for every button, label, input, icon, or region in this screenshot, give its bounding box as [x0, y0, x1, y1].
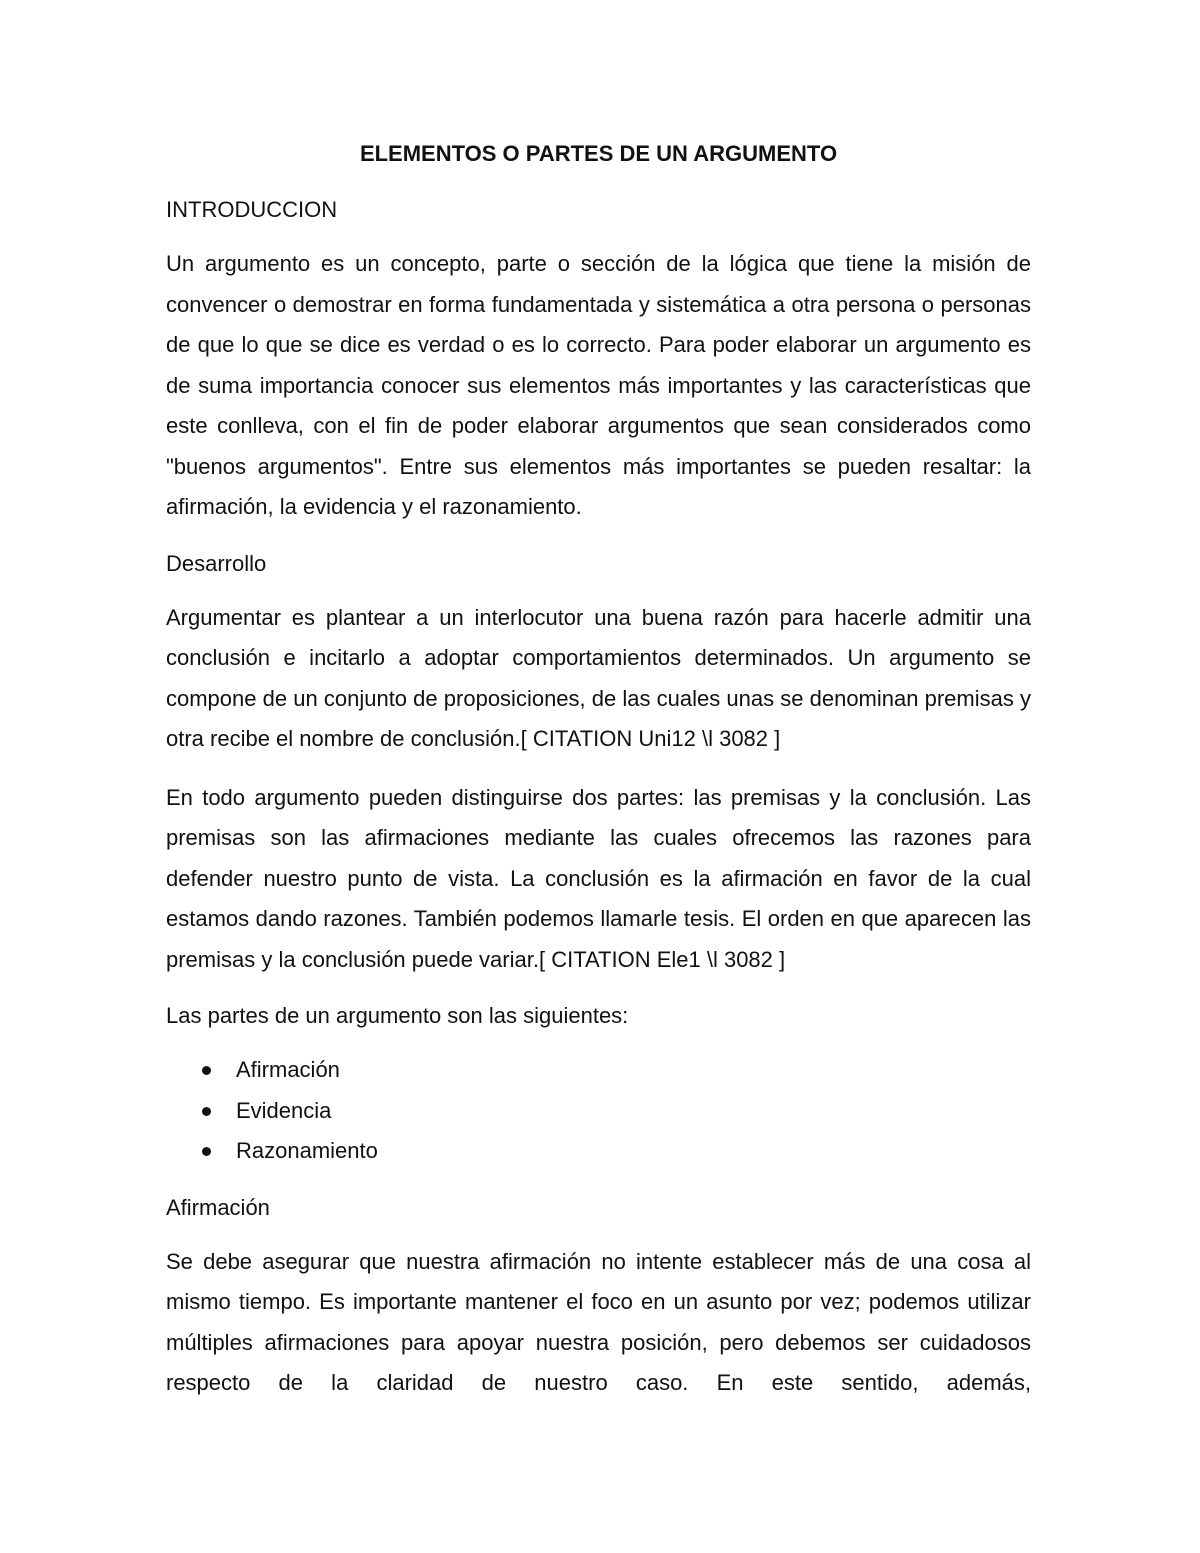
list-item	[166, 1050, 1031, 1091]
list-item-label: Evidencia	[236, 1097, 332, 1123]
development-paragraph-2: En todo argumento pueden distinguirse dos partes: las premisas y la conclusión. Las premisas son las afirmaciones mediante las cuales ofrecemos las razones para defender nuestro punto de vista. La conclusión es la afirmación en favor de la cual estamos dando razones. También podemos llamarle tesis. El orden en que aparecen las premisas y la conclusión puede variar.[ CITATION Ele1 \l 3082 ]	[166, 784, 1031, 972]
bullet-icon	[202, 1066, 211, 1075]
intro-heading: INTRODUCCION	[166, 197, 338, 222]
development-heading: Desarrollo	[166, 550, 267, 576]
bullet-icon	[202, 1107, 211, 1116]
list-item-label: Afirmación	[236, 1057, 340, 1082]
parts-intro: Las partes de un argumento son las siguientes:	[166, 1003, 629, 1028]
list-item	[166, 1131, 1031, 1172]
claim-paragraph: Se debe asegurar que nuestra afirmación no intente establecer más de una cosa al mismo tiempo. Es importante mantener el foco en un asunto por vez; podemos utilizar múltiples afirmaciones para apoyar nuestra posición, pero debemos ser cuidadosos respecto de la claridad de nuestro caso. En este sentido, además,	[166, 1248, 1031, 1395]
bullet-icon	[202, 1147, 211, 1156]
parts-list	[166, 1050, 1031, 1172]
list-item-label: Razonamiento	[236, 1138, 378, 1163]
development-paragraph-1: Argumentar es plantear a un interlocutor una buena razón para hacerle admitir una conclusión e incitarlo a adoptar comportamientos determinados. Un argumento se compone de un conjunto de proposiciones, de las cuales unas se denominan premisas y otra recibe el nombre de conclusión.[ CITATION Uni12 \l 3082 ]	[166, 604, 1031, 751]
intro-paragraph: Un argumento es un concepto, parte o sección de la lógica que tiene la misión de convencer o demostrar en forma fundamentada y sistemática a otra persona o personas de que lo que se dice es verdad o es lo correcto. Para poder elaborar un argumento es de suma importancia conocer sus elementos más importantes y las características que este conlleva, con el fin de poder elaborar argumentos que sean considerados como "buenos argumentos". Entre sus elementos más importantes se pueden resaltar: la afirmación, la evidencia y el razonamiento.	[166, 251, 1031, 519]
list-item	[166, 1091, 1031, 1132]
claim-heading: Afirmación	[166, 1194, 270, 1220]
document-title: ELEMENTOS O PARTES DE UN ARGUMENTO	[359, 141, 838, 166]
document-page	[166, 134, 1031, 1404]
